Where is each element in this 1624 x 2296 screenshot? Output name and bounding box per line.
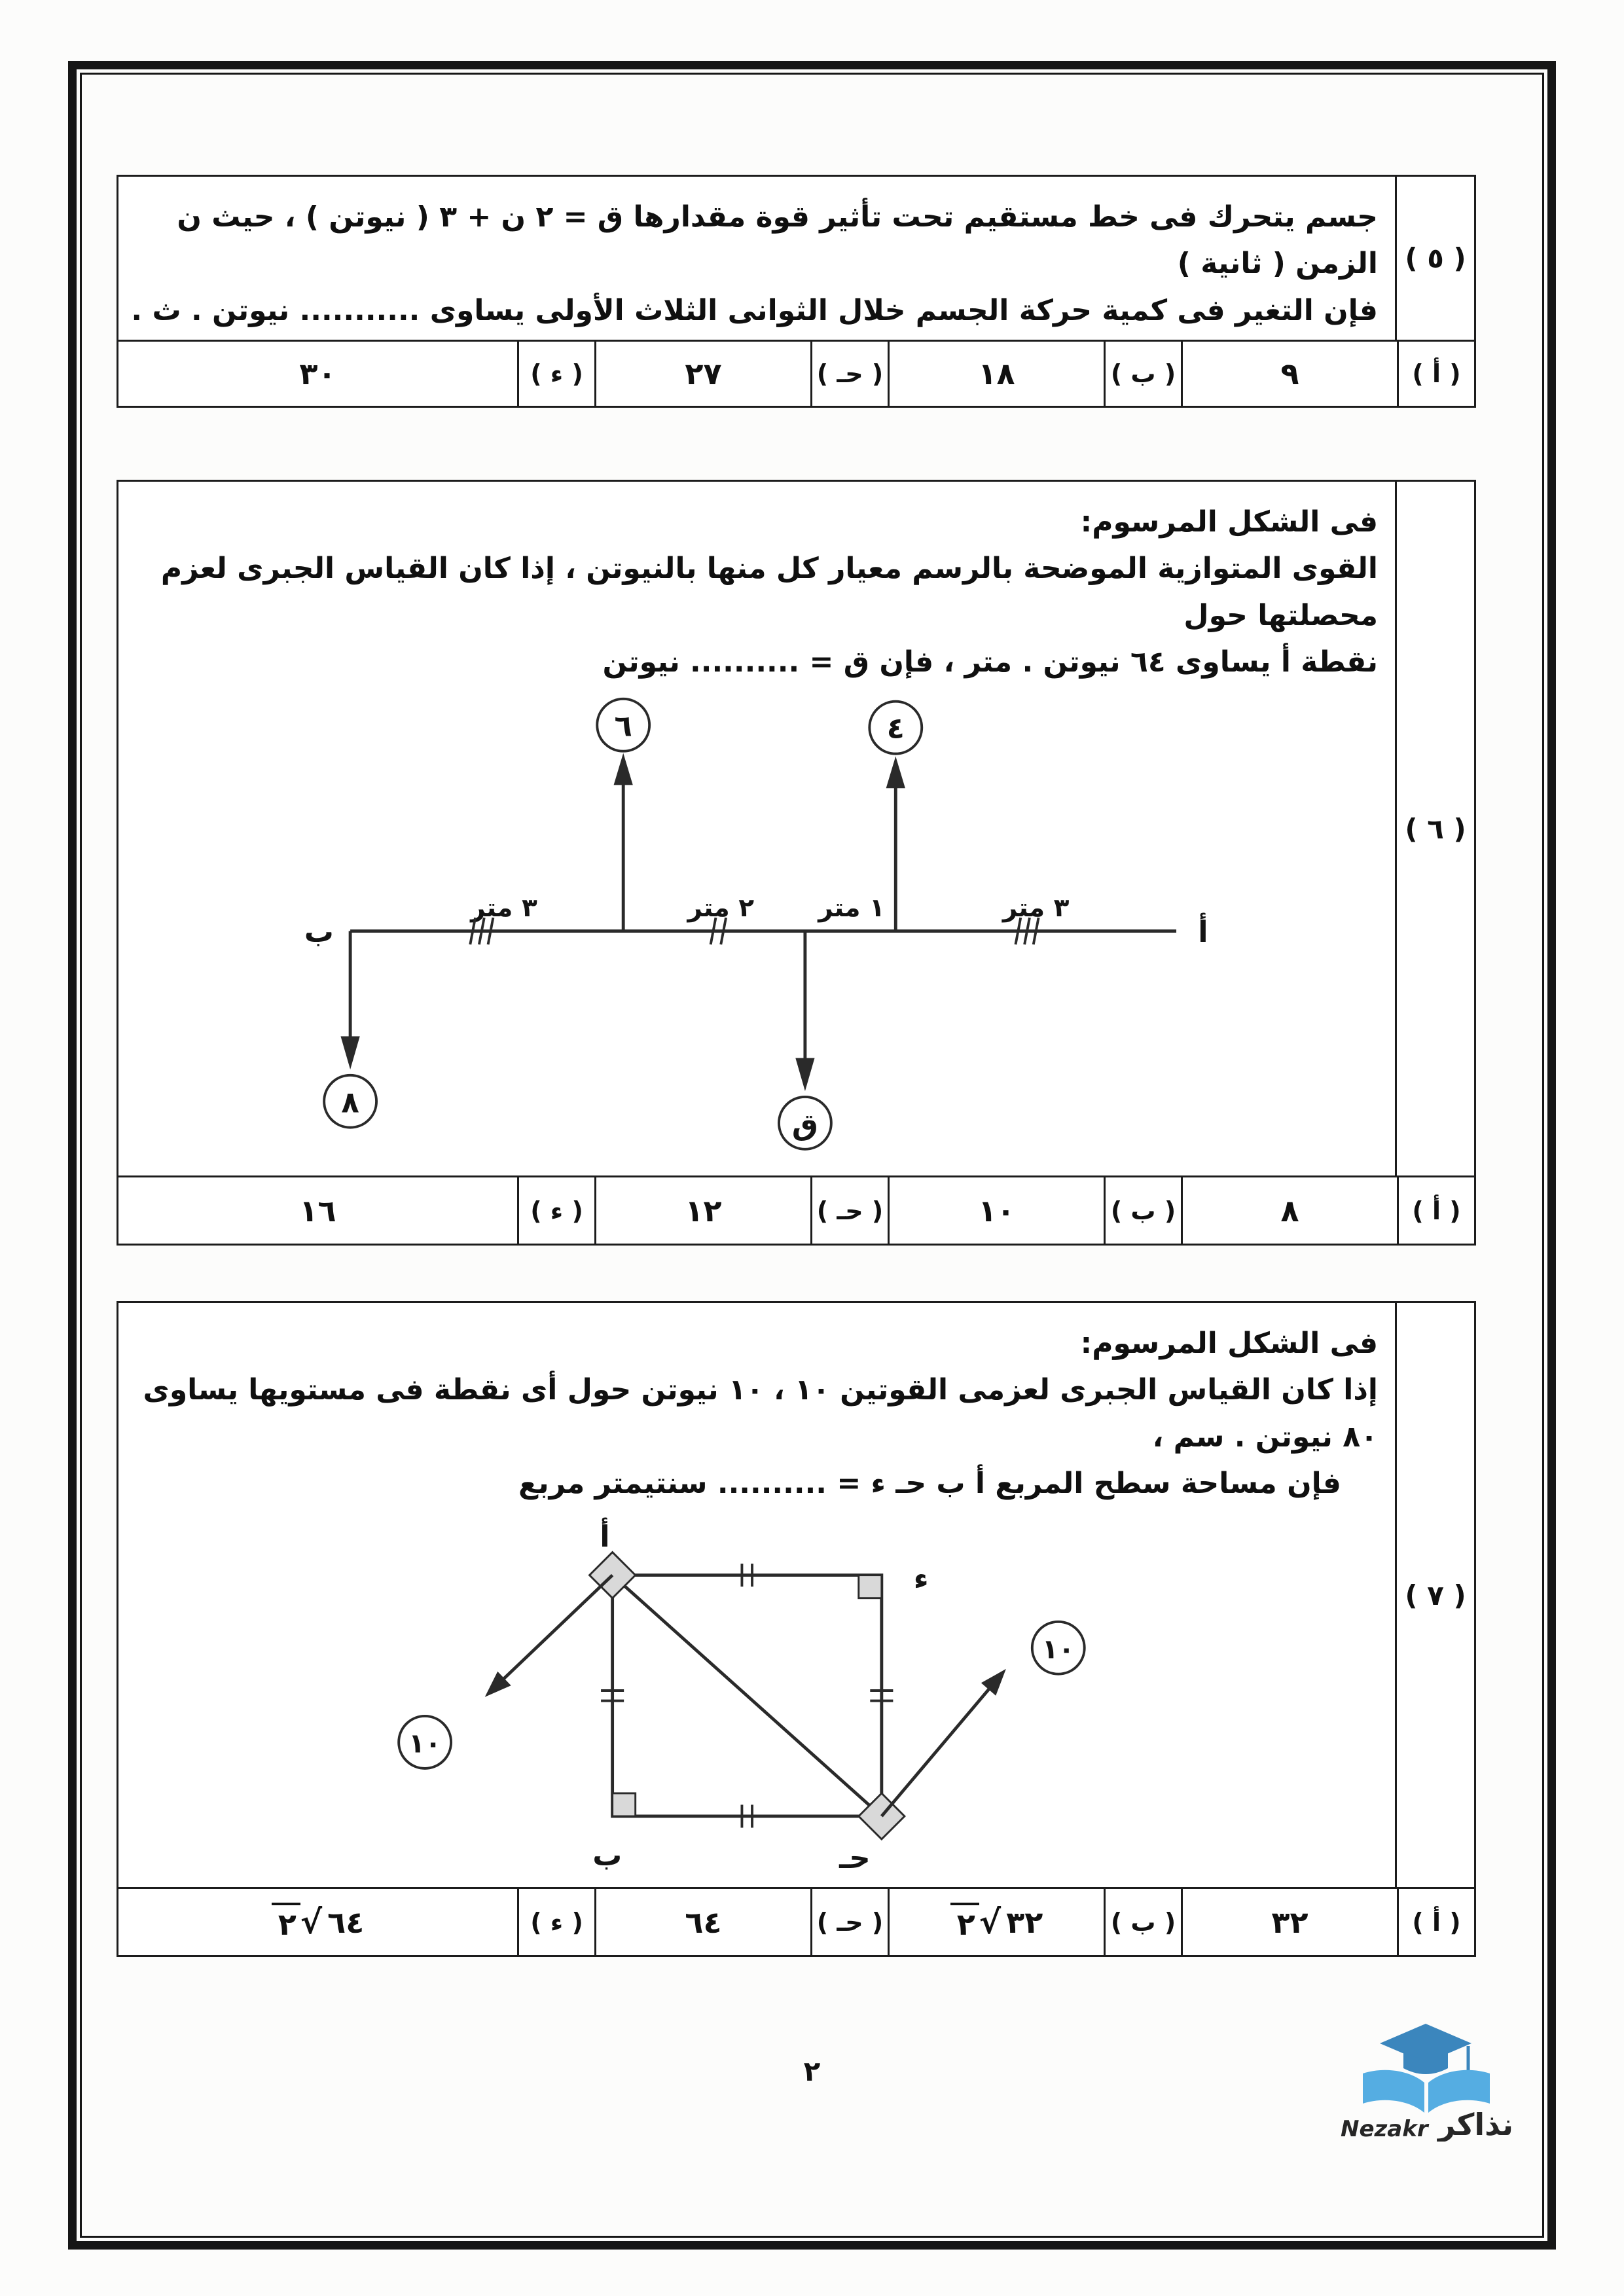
answer-number: ٦٤ — [685, 1904, 722, 1940]
answer-option-value — [1181, 1889, 1397, 1955]
answer-option-value — [594, 1177, 810, 1244]
answer-number: ١٦ — [299, 1193, 336, 1229]
answer-number: ٢٧ — [685, 356, 722, 391]
question-6-box — [117, 480, 1476, 1246]
answer-option-value — [1181, 342, 1397, 406]
radical-sign: √ — [979, 1903, 1001, 1941]
distance-label-1m: ١ متر — [818, 893, 885, 924]
answer-option-label: ( ء ) — [517, 1889, 594, 1955]
distance-label-2m: ٢ متر — [687, 893, 755, 924]
q6-parallel-forces-diagram — [128, 694, 1378, 1170]
answer-option-label: ( ب ) — [1104, 342, 1181, 406]
question-7-text — [118, 1303, 1395, 1887]
question-5-box — [117, 175, 1476, 408]
force-down-qaf-value: ق — [791, 1107, 818, 1142]
answer-option-label: ( أ ) — [1397, 1177, 1474, 1244]
question-6-answers — [118, 1175, 1474, 1244]
force-down-8-value: ٨ — [341, 1085, 359, 1120]
nezakr-logo — [1335, 2017, 1519, 2142]
page-number: ٢ — [803, 2055, 821, 2087]
square-outline — [613, 1575, 882, 1816]
corner-hamza-label: ء — [913, 1561, 929, 1596]
force-right-value: ١٠ — [1041, 1633, 1075, 1665]
force-up-6-value: ٦ — [614, 708, 632, 744]
q7-square-couple-diagram — [128, 1516, 1378, 1887]
answer-number: ٣٢ — [1271, 1904, 1308, 1940]
question-7-line-1: إذا كان القياس الجبرى لعزمى القوتين ١٠ ، ١٠ نيوتن حول أى نقطة فى مستويها يساوى ٨٠ نيوتن . سم ، — [143, 1373, 1378, 1454]
radicand: ٢ — [950, 1903, 979, 1942]
question-7-line-2: فإن مساحة سطح المربع أ ب حـ ء = .......... سنتيمتر مربع — [518, 1466, 1341, 1500]
answer-option-label: ( أ ) — [1397, 1889, 1474, 1955]
answer-option-label: ( حـ ) — [810, 342, 888, 406]
brand-arabic: نذاكر — [1438, 2107, 1513, 2142]
answer-option-value — [118, 1889, 517, 1955]
question-7-box — [117, 1301, 1476, 1957]
answer-option-value — [888, 1177, 1104, 1244]
corner-b-label: ب — [592, 1838, 623, 1873]
corner-a-label: أ — [600, 1518, 610, 1554]
answer-number: ١٨ — [978, 356, 1015, 391]
answer-number: ٨ — [1280, 1193, 1299, 1229]
question-6-text — [118, 482, 1395, 1175]
answer-option-label: ( ب ) — [1104, 1889, 1181, 1955]
answer-option-value — [888, 1889, 1104, 1955]
question-7-main — [118, 1303, 1474, 1887]
force-left-value: ١٠ — [408, 1727, 442, 1759]
corner-h-label: حـ — [839, 1840, 871, 1875]
radicand: ٢ — [272, 1903, 300, 1942]
answer-number: ٦٤ — [327, 1904, 365, 1940]
answer-option-label: ( حـ ) — [810, 1177, 888, 1244]
radical-sign: √ — [300, 1903, 323, 1941]
answer-number: ٣٢ — [1006, 1904, 1043, 1940]
answer-option-value — [594, 1889, 810, 1955]
question-5-line-2: فإن التغير فى كمية حركة الجسم خلال الثوانى الثلاث الأولى يساوى ........... نيوتن . ث . — [131, 293, 1378, 327]
question-5-answers — [118, 340, 1474, 406]
answer-option-label: ( حـ ) — [810, 1889, 888, 1955]
question-5-main — [118, 177, 1474, 340]
answer-option-value — [118, 342, 517, 406]
answer-option-value — [888, 342, 1104, 406]
question-6-line-2: نقطة أ يساوى ٦٤ نيوتن . متر ، فإن ق = .......... نيوتن — [602, 645, 1378, 679]
point-b-label: ب — [304, 914, 334, 950]
question-7-title: فى الشكل المرسوم: — [1080, 1327, 1378, 1360]
question-6-number: ( ٦ ) — [1395, 482, 1474, 1175]
question-7-number: ( ٧ ) — [1395, 1303, 1474, 1887]
distance-label-3m-right: ٣ متر — [1002, 893, 1070, 924]
answer-option-value — [1181, 1177, 1397, 1244]
graduation-cap-icon — [1380, 2024, 1472, 2079]
question-6-line-1: القوى المتوازية الموضحة بالرسم معيار كل منها بالنيوتن ، إذا كان القياس الجبرى لعزم محصلتها حول — [160, 552, 1378, 632]
answer-option-label: ( ب ) — [1104, 1177, 1181, 1244]
answer-option-label: ( ء ) — [517, 342, 594, 406]
question-5-text — [118, 177, 1395, 340]
answer-option-value — [118, 1177, 517, 1244]
answer-number: ٣٠ — [299, 356, 336, 391]
point-a-label: أ — [1198, 914, 1208, 950]
answer-option-value — [594, 342, 810, 406]
force-up-4-value: ٤ — [886, 711, 905, 746]
question-6-title: فى الشكل المرسوم: — [1080, 505, 1378, 539]
answer-number: ١٢ — [685, 1193, 722, 1229]
question-6-main — [118, 482, 1474, 1175]
distance-label-3m-left: ٣ متر — [471, 893, 537, 924]
question-5-line-1: جسم يتحرك فى خط مستقيم تحت تأثير قوة مقدارها ق = ٢ ن + ٣ ( نيوتن ) ، حيث ن الزمن ( ثانية ) — [177, 200, 1378, 281]
question-5-number: ( ٥ ) — [1395, 177, 1474, 340]
question-7-answers — [118, 1887, 1474, 1955]
answer-number: ١٠ — [978, 1193, 1015, 1229]
brand-latin: Nezakr — [1341, 2116, 1428, 2142]
answer-option-label: ( أ ) — [1397, 342, 1474, 406]
answer-number: ٩ — [1280, 356, 1299, 391]
answer-option-label: ( ء ) — [517, 1177, 594, 1244]
